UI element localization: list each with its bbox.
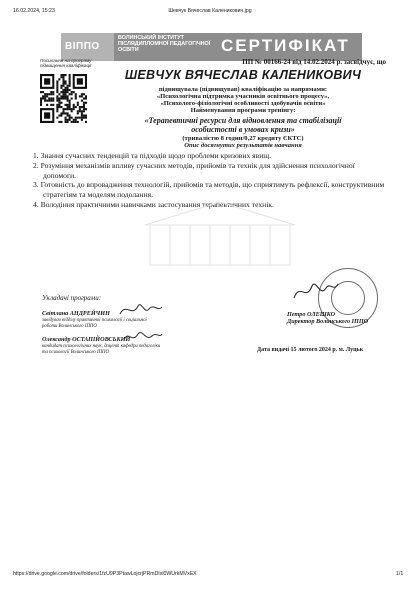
outcome-item-2: 2. Розуміння механізмів впливу сучасних методів, прийомів та технік для здійснення психологічної допомоги. bbox=[33, 160, 355, 180]
outcome-item-3: 3. Готовність до впровадження технологій, прийомів та методів, що сприятимуть рефлексії, конструктивним стратегіям та моделям подолання. bbox=[33, 180, 385, 200]
institute-logo bbox=[61, 33, 114, 61]
direction-2: «Психолого-фізіологічні особливості здобувачів освіти» bbox=[160, 100, 326, 107]
author2-name: Олександр ОСТАПІЙОВСЬКИЙ bbox=[42, 336, 131, 343]
issue-date: Дата видачі 15 лютого 2024 р. м. Луцьк bbox=[257, 347, 364, 353]
logo-abbr: ВІППО bbox=[65, 41, 100, 52]
print-datetime: 16.02.2024, 15:23 bbox=[13, 8, 55, 14]
direction-1: «Психологічна підтримка учасників освітнього процесу», bbox=[156, 93, 330, 100]
outcome-item-1: 1. Знання сучасних тенденцій та підходів щодо проблеми кризових явищ. bbox=[33, 151, 272, 160]
outcome-item-4: 4. Володіння практичними навичками застосування терапевтичних технік. bbox=[33, 199, 274, 209]
program-duration: (тривалістю 8 годин/0,27 кредиту ЄКТС) bbox=[182, 135, 304, 142]
outcomes-label: Опис досягнутих результатів навчання bbox=[184, 142, 302, 149]
qualification-intro: підвищувала (підвищував) кваліфікацію за напрямами: bbox=[158, 86, 328, 93]
author1-role: завідувач відділу практичної психології і соціальної роботи Волинського ІППО bbox=[42, 318, 147, 329]
author1-name: Світлана АНДРЕЙЧИН bbox=[42, 310, 110, 317]
certificate-number: ПП № 00166-24 від 14.02.2024 р. засвідчує, що bbox=[242, 58, 386, 66]
program-title bbox=[100, 116, 386, 134]
program-title-line-2: особистості в умовах кризи» bbox=[191, 125, 295, 135]
institute-name: ВОЛИНСЬКИЙ ІНСТИТУТ ПІСЛЯДИПЛОМНОЇ ПЕДАГОГІЧНОЇ ОСВІТИ bbox=[118, 35, 211, 54]
director-name: Петро ОЛЕШКО bbox=[287, 311, 336, 318]
author1-signature bbox=[118, 298, 164, 320]
training-label: Найменування програми тренінгу: bbox=[190, 107, 296, 114]
certificate-title: СЕРТИФІКАТ bbox=[221, 36, 350, 55]
director-signature bbox=[290, 276, 340, 304]
director-role: Директор Волинського ІППО bbox=[287, 318, 369, 325]
qr-caption: Посилання на програму підвищення кваліфікації bbox=[40, 58, 92, 69]
qr-code[interactable] bbox=[40, 74, 87, 123]
authors-label: Укладачі програми: bbox=[42, 294, 102, 302]
print-doc-title: Шевчук Вячеслав Каленикович.jpg bbox=[168, 8, 252, 14]
recipient-name: ШЕВЧУК ВЯЧЕСЛАВ КАЛЕНИКОВИЧ bbox=[124, 68, 362, 82]
author2-role: кандидат психологічних наук, доцент кафедри педагогіки та психології Волинського ІППО bbox=[42, 344, 161, 355]
program-title-line-1: «Терапевтичні ресурси для відновлення та стабілізації bbox=[144, 116, 342, 125]
building-watermark bbox=[130, 200, 310, 270]
print-page-number: 1/1 bbox=[396, 571, 404, 577]
print-url[interactable]: https://drive.google.com/drive/folders/1fzU9P3PtawLojcrjPRmDIxl0WUrkMVxEX bbox=[13, 571, 197, 577]
